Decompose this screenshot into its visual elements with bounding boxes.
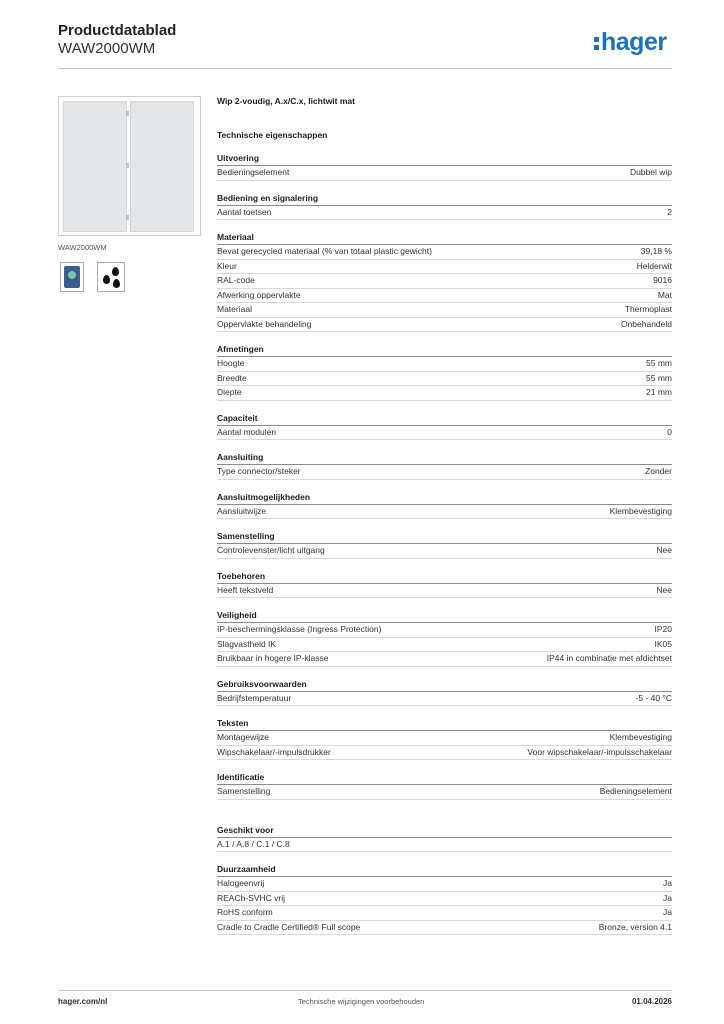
spec-row [217, 746, 672, 761]
spec-value: Zonder [645, 466, 672, 476]
spec-row [217, 245, 672, 260]
spec-row [217, 372, 672, 387]
spec-label: Diepte [217, 387, 242, 397]
section-heading: Aansluitmogelijkheden [217, 492, 672, 505]
spec-label: Halogeenvrij [217, 878, 265, 888]
logo-colon-icon [594, 35, 599, 51]
section-heading: Toebehoren [217, 571, 672, 584]
spec-value: Ja [663, 892, 672, 903]
section-heading: Identificatie [217, 772, 672, 785]
spec-section [217, 571, 672, 599]
footer-disclaimer: Technische wijzigingen voorbehouden [298, 997, 425, 1006]
section-heading: Capaciteit [217, 413, 672, 426]
spec-label: Aantal modulen [217, 426, 277, 437]
spec-value: 9016 [653, 275, 672, 285]
spec-row [217, 505, 672, 520]
spec-row [217, 465, 672, 480]
spec-section [217, 772, 672, 800]
spec-value: Dubbel wip [629, 167, 672, 177]
spec-label: Bedieningselement [217, 167, 290, 177]
spec-value: Ja [663, 878, 672, 888]
spec-value: Thermoplast [624, 304, 672, 314]
section-heading: Samenstelling [217, 531, 672, 544]
spec-label: Heeft tekstveld [217, 584, 274, 595]
spec-value: IP44 in combinatie met afdichtset [546, 653, 672, 663]
spec-section [217, 679, 672, 707]
spec-value: Voor wipschakelaar/-impulsschakelaar [527, 746, 672, 757]
spec-value: -5 - 40 °C [635, 692, 672, 703]
section-heading: Gebruiksvoorwaarden [217, 679, 672, 692]
product-code: WAW2000WM [58, 40, 156, 57]
spec-section [217, 864, 672, 935]
spec-section [217, 193, 672, 221]
section-heading: Aansluiting [217, 452, 672, 465]
spec-label: RoHS conform [217, 907, 273, 917]
spec-section [217, 344, 672, 401]
spec-label: Controlevenster/licht uitgang [217, 545, 325, 555]
spec-value: 55 mm [646, 358, 672, 368]
spec-label: Type connector/steker [217, 466, 301, 476]
spec-label: Aansluitwijze [217, 505, 267, 516]
spec-section [217, 492, 672, 520]
section-heading: Uitvoering [217, 153, 672, 166]
spec-value: Nee [656, 545, 672, 555]
spec-row [217, 206, 672, 221]
spec-section [217, 531, 672, 559]
spec-row [217, 584, 672, 599]
spec-row [217, 260, 672, 275]
spec-row [217, 892, 672, 907]
spec-row [217, 318, 672, 333]
section-heading: Teksten [217, 718, 672, 731]
spec-value: Onbehandeld [620, 318, 672, 329]
spec-section [217, 452, 672, 480]
recycling-label-icon [60, 262, 84, 292]
spec-label: IP-beschermingsklasse (Ingress Protection) [217, 624, 382, 634]
spec-row [217, 303, 672, 318]
product-image-caption: WAW2000WM [58, 243, 107, 252]
right-rocker [130, 101, 194, 232]
spec-label: A.1 / A.8 / C.1 / C.8 [217, 838, 290, 849]
spec-label: Breedte [217, 372, 247, 383]
spec-value: Bedieningselement [599, 786, 672, 796]
spec-value: Klembevestiging [609, 732, 672, 742]
spec-label: Bedrijfstemperatuur [217, 692, 292, 703]
spec-value: IK05 [654, 638, 672, 649]
spec-label: Montagewijze [217, 732, 269, 742]
spec-row [217, 838, 672, 853]
spec-value: 0 [667, 426, 672, 437]
spec-value: 55 mm [646, 372, 672, 383]
spec-label: Afwerking oppervlakte [217, 289, 301, 300]
section-heading: Bediening en signalering [217, 193, 672, 206]
technical-properties-heading: Technische eigenschappen [217, 130, 328, 140]
spec-row [217, 544, 672, 559]
spec-row [217, 166, 672, 181]
spec-label: RAL-code [217, 275, 255, 285]
spec-row [217, 426, 672, 441]
spec-row [217, 785, 672, 800]
spec-label: Slagvastheid IK [217, 638, 277, 649]
spec-row [217, 289, 672, 304]
product-name: Wip 2-voudig, A.x/C.x, lichtwit mat [217, 96, 355, 106]
spec-row [217, 692, 672, 707]
spec-section [217, 153, 672, 181]
spec-label: Hoogte [217, 358, 245, 368]
spec-label: Materiaal [217, 304, 252, 314]
spec-label: Kleur [217, 260, 237, 271]
document-header [58, 22, 176, 58]
spec-value: 21 mm [646, 387, 672, 397]
spec-row [217, 638, 672, 653]
spec-label: Cradle to Cradle Certified® Full scope [217, 921, 361, 932]
section-heading: Duurzaamheid [217, 864, 672, 877]
spec-value: Mat [657, 289, 672, 300]
spec-value: Bronze, version 4.1 [598, 921, 672, 932]
section-heading: Afmetingen [217, 344, 672, 357]
spec-label: Oppervlakte behandeling [217, 318, 312, 329]
spec-value: Ja [663, 907, 672, 917]
footer-divider [58, 990, 672, 991]
product-image [58, 96, 201, 236]
spec-row [217, 386, 672, 401]
spec-row [217, 921, 672, 936]
page-title: Productdatablad [58, 22, 177, 39]
left-rocker [63, 101, 127, 232]
spec-row [217, 357, 672, 372]
spec-section [217, 232, 672, 332]
spec-value: Nee [656, 584, 672, 595]
section-heading: Materiaal [217, 232, 672, 245]
hager-logo [594, 28, 667, 56]
spec-value: IP20 [654, 624, 672, 634]
section-heading: Geschikt voor [217, 825, 672, 838]
spec-row [217, 274, 672, 289]
spec-label: Bevat gerecycled materiaal (% van totaal plastic gewicht) [217, 246, 432, 256]
header-divider [58, 68, 672, 69]
spec-value: Helderwit [636, 260, 672, 271]
spec-value: 2 [667, 206, 672, 217]
spec-row [217, 623, 672, 638]
footer-date: 01.04.2026 [631, 997, 672, 1006]
logo-text: hager [601, 28, 667, 56]
spec-value: 39,18 % [640, 246, 672, 256]
spec-row [217, 652, 672, 667]
section-heading: Veiligheid [217, 610, 672, 623]
water-drops-icon [97, 262, 125, 292]
spec-label: Samenstelling [217, 786, 271, 796]
spec-row [217, 906, 672, 921]
spec-label: Wipschakelaar/-impulsdrukker [217, 746, 331, 757]
spec-row [217, 731, 672, 746]
spec-section [217, 812, 672, 853]
specification-table [217, 96, 672, 935]
spec-label: REACh-SVHC vrij [217, 892, 286, 903]
footer-website[interactable]: hager.com/nl [58, 997, 108, 1006]
spec-value: Klembevestiging [609, 505, 672, 516]
spec-section [217, 413, 672, 441]
spec-row [217, 877, 672, 892]
spec-section [217, 610, 672, 667]
spec-label: Aantal toetsen [217, 206, 272, 217]
spec-section [217, 718, 672, 760]
spec-label: Bruikbaar in hogere IP-klasse [217, 653, 329, 663]
spec-sections [217, 153, 672, 935]
